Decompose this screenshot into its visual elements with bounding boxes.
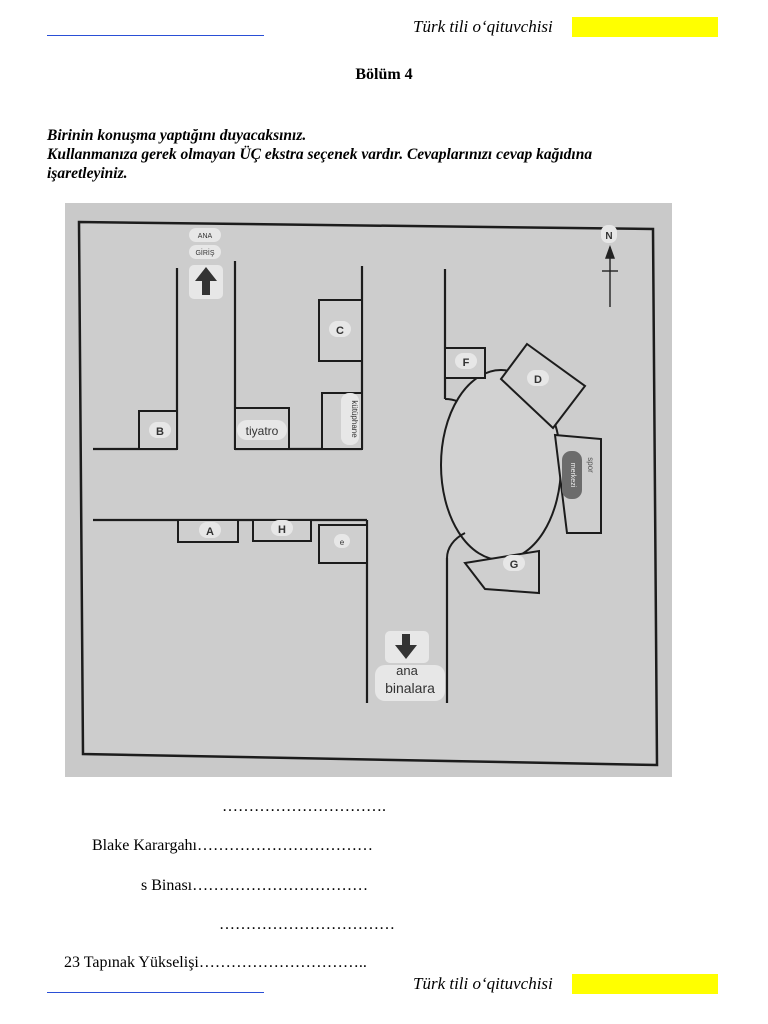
answer-dots-5[interactable]: ………………………….. [198, 954, 367, 971]
answer-line-4 [219, 916, 395, 934]
section-title: Bölüm 4 [355, 66, 413, 83]
map-label-g: G [509, 559, 519, 571]
header-title: Türk tili o‘qituvchisi [413, 17, 553, 36]
instructions [47, 126, 737, 183]
map-label-d: D [534, 374, 542, 386]
map-label-h: H [278, 524, 286, 536]
answer-label-2: Blake Karargahı [92, 837, 197, 854]
map-label-ana: ANA [197, 233, 213, 240]
map-label-theatre: tiyatro [245, 424, 279, 438]
footer-title: Türk tili o‘qituvchisi [413, 974, 553, 993]
answer-label-3: s Binası [141, 877, 193, 894]
answer-line-2 [92, 837, 373, 855]
answer-dots-2[interactable]: …………………………… [197, 837, 373, 854]
map-label-c: C [336, 325, 344, 337]
footer-underline [47, 992, 264, 993]
map-label-b: B [156, 426, 164, 438]
map-label-e: e [339, 538, 345, 547]
footer-highlight-box [572, 974, 718, 994]
map-label-sports-1: spor [586, 457, 595, 473]
header-highlight-box [572, 17, 718, 37]
map-label-main-buildings-2: binalara [385, 680, 435, 696]
campus-map-photo [65, 203, 672, 777]
map-label-library: kütüphane [350, 400, 359, 438]
instruction-line-2: Kullanmanıza gerek olmayan ÜÇ ekstra seçenek vardır. Cevaplarınızı cevap kağıdına [47, 146, 593, 163]
map-label-north: N [605, 231, 613, 242]
map-label-f: F [462, 357, 470, 369]
instruction-line-1: Birinin konuşma yaptığını duyacaksınız. [47, 127, 307, 144]
map-label-main-buildings-1: ana [396, 663, 418, 678]
answer-label-5: 23 Tapınak Yükselişi [64, 954, 199, 971]
answer-line-3 [141, 877, 368, 895]
header-underline [47, 35, 264, 36]
map-label-giris: GİRİŞ [195, 250, 215, 257]
answer-line-1 [222, 798, 386, 816]
map-label-a: A [206, 526, 214, 538]
answer-dots-1[interactable]: …………………………. [222, 798, 386, 815]
answer-dots-3[interactable]: …………………………… [192, 877, 369, 894]
map-label-sports-2: merkezi [569, 462, 576, 488]
instruction-line-3: işaretleyiniz. [47, 165, 128, 182]
campus-map [65, 203, 672, 777]
answer-dots-4[interactable]: …………………………… [219, 916, 395, 933]
answer-line-5 [64, 954, 367, 972]
